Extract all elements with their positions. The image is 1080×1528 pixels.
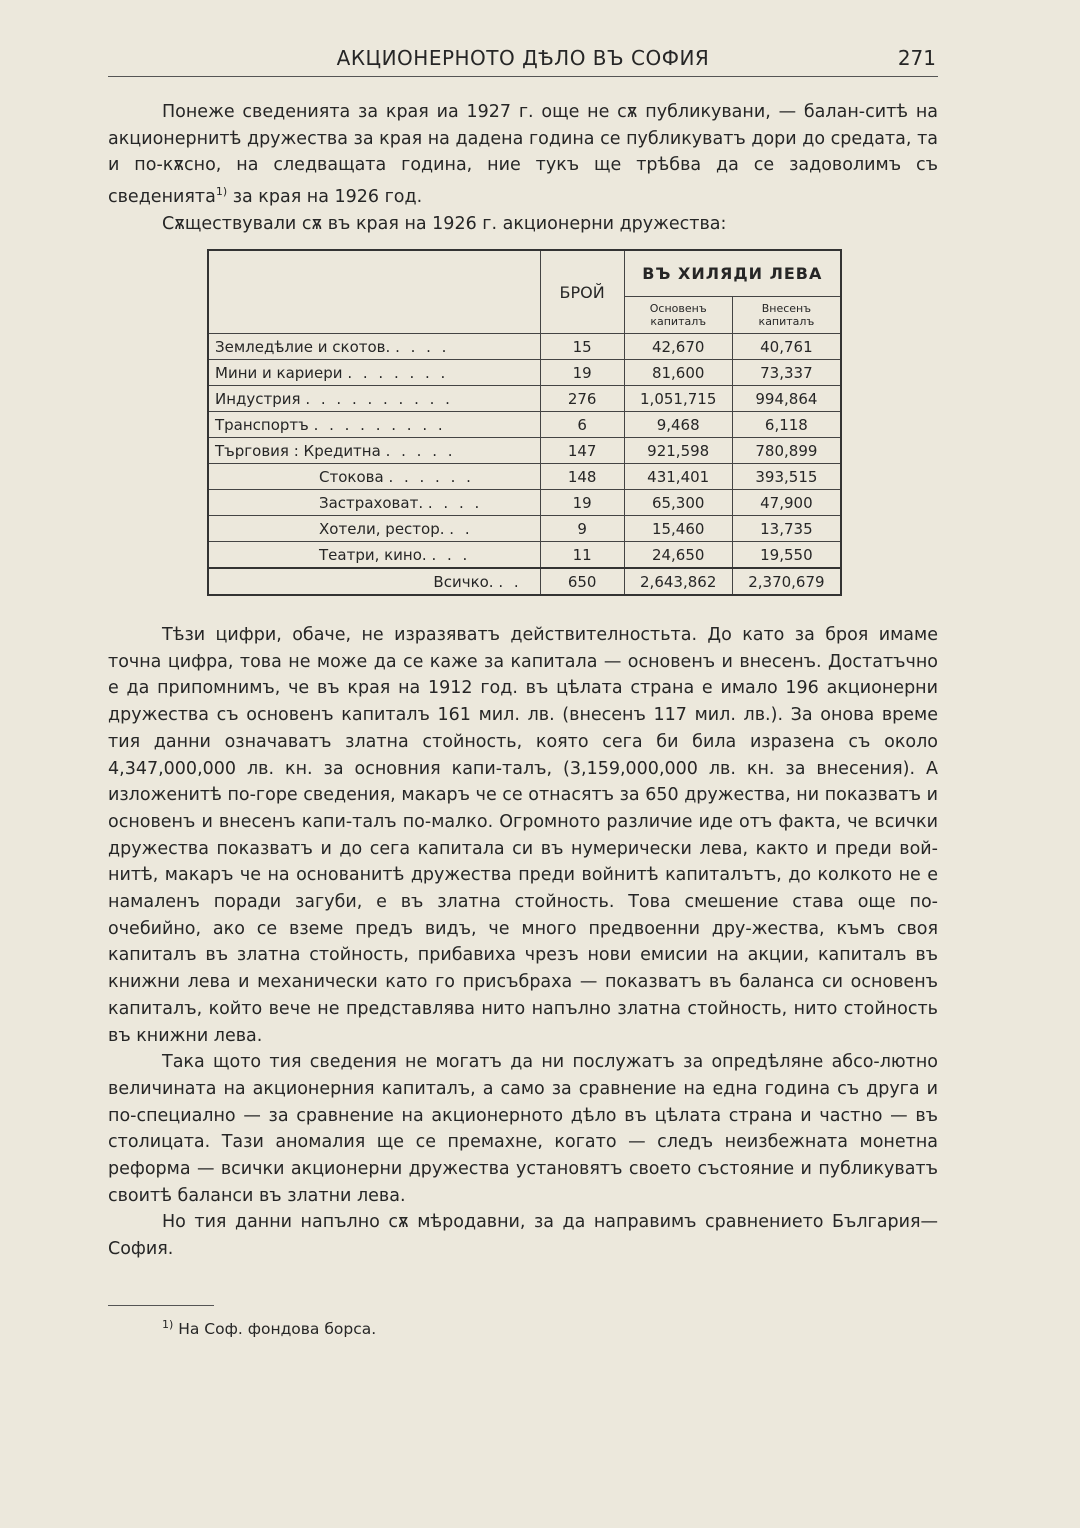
paragraph-comparison: Така щото тия сведения не могатъ да ни послужатъ за опредѣляне абсо-лютно величината на акционерния капиталъ, а само за сравнение на една година съ друга и по-специално — за сравнение на акционерното дѣло въ цѣлата страна и частно — въ столицата. Тази аномалия ще се премахне, когато — следъ неизбежната монетна реформа — всички акционерни дружества установятъ своето състояние и публикуватъ своитѣ баланси въ златни лева.	[108, 1052, 938, 1206]
total-basic: 2,643,862	[624, 568, 732, 595]
running-title: АКЦИОНЕРНОТО ДѢЛО ВЪ СОФИЯ	[336, 46, 710, 70]
header-group: ВЪ ХИЛЯДИ ЛЕВА	[624, 250, 841, 297]
row-label: Мини и кариери . . . . . . .	[208, 360, 540, 386]
total-label: Всичко. . .	[208, 568, 540, 595]
row-count: 15	[540, 334, 624, 360]
row-label: Стокова . . . . . .	[208, 464, 540, 490]
row-count: 147	[540, 438, 624, 464]
table-row	[208, 542, 841, 569]
row-paid: 40,761	[732, 334, 841, 360]
footnote-ref: 1)	[215, 185, 228, 199]
row-count: 148	[540, 464, 624, 490]
footnote	[162, 1318, 376, 1338]
companies-table	[207, 249, 842, 596]
table-row	[208, 334, 841, 360]
intro-text-end: за края на 1926 год.	[227, 186, 423, 207]
row-basic: 1,051,715	[624, 386, 732, 412]
paragraph-intro	[108, 99, 938, 211]
row-paid: 13,735	[732, 516, 841, 542]
table-row	[208, 516, 841, 542]
row-basic: 65,300	[624, 490, 732, 516]
row-basic: 81,600	[624, 360, 732, 386]
row-label: Театри, кино. . . .	[208, 542, 540, 569]
row-basic: 24,650	[624, 542, 732, 569]
row-label: Застраховат. . . . .	[208, 490, 540, 516]
row-label: Търговия : Кредитна . . . . .	[208, 438, 540, 464]
table-row	[208, 438, 841, 464]
footnote-text: На Соф. фондова борса.	[173, 1320, 377, 1339]
row-basic: 921,598	[624, 438, 732, 464]
paragraph-figures: Тѣзи цифри, обаче, не изразяватъ действителностьта. До като за броя имаме точна цифра, това не може да се каже за капитала — основенъ и внесенъ. Достатъчно е да припомнимъ, че въ края на 1912 год. въ цѣлата страна е имало 196 акционерни дружества съ основенъ капиталъ 161 мил. лв. (внесенъ 117 мил. лв.). За онова време тия данни означаватъ златна стойность, която сега би била изразена съ около 4,347,000,000 лв. кн. за основния капи-талъ, (3,159,000,000 лв. кн. за внесения). А изложенитѣ по-горе сведения, макаръ че се отнасятъ за 650 дружества, ни показватъ и основенъ и внесенъ капи-талъ по-малко. Огромното различие иде отъ факта, че всички дружества показватъ и до сега капитала си въ нумерически лева, както и преди вой-нитѣ, макаръ че на основанитѣ дружества преди войнитѣ капиталътъ, до колкото не е намаленъ поради загуби, е въ златна стойность. Това смешение става още по-очебийно, ако се вземе предъ видъ, че много предвоенни дру-жества, къмъ своя капиталъ въ златна стойность, прибавиха чрезъ нови емисии на акции, капиталъ въ книжни лева и механически като го присъбраха — показватъ въ баланса си основенъ капиталъ, който вече не представлява нито напълно златна стойность, нито стойность въ книжни лева.	[108, 625, 938, 1046]
table-row	[208, 360, 841, 386]
paragraph-conclusion: Но тия данни напълно сѫ мѣродавни, за да направимъ сравнението България—София.	[108, 1212, 938, 1260]
row-paid: 780,899	[732, 438, 841, 464]
table-row	[208, 490, 841, 516]
page-number: 271	[897, 46, 936, 70]
row-count: 19	[540, 490, 624, 516]
row-paid: 47,900	[732, 490, 841, 516]
row-label: Хотели, рестор. . .	[208, 516, 540, 542]
row-paid: 994,864	[732, 386, 841, 412]
intro-text-part: Понеже сведенията за края иа 1927 г. още не сѫ публикувани, — балан-ситѣ на акционернитѣ дружества за края на дадена година се публикуватъ дори до средата, та и по-кѫсно, на следващата година, ние тукъ ще трѣбва да се задоволимъ съ сведенията	[108, 102, 938, 207]
row-count: 11	[540, 542, 624, 569]
row-paid: 6,118	[732, 412, 841, 438]
row-paid: 393,515	[732, 464, 841, 490]
footnote-mark: 1)	[162, 1318, 174, 1331]
row-count: 19	[540, 360, 624, 386]
table-row	[208, 386, 841, 412]
page-header	[108, 44, 938, 77]
row-label: Транспортъ . . . . . . . . .	[208, 412, 540, 438]
table-corner-cell	[208, 250, 540, 334]
header-basic-capital: Основенъ капиталъ	[624, 297, 732, 334]
intro-text	[108, 99, 938, 237]
main-text	[108, 622, 938, 1263]
row-count: 9	[540, 516, 624, 542]
table-row	[208, 464, 841, 490]
paragraph-table-lead: Сѫществували сѫ въ края на 1926 г. акционерни дружества:	[162, 213, 727, 234]
row-basic: 431,401	[624, 464, 732, 490]
row-label: Индустрия . . . . . . . . . .	[208, 386, 540, 412]
row-label: Земледѣлие и скотов. . . . .	[208, 334, 540, 360]
table-total-row	[208, 568, 841, 595]
row-paid: 73,337	[732, 360, 841, 386]
row-count: 6	[540, 412, 624, 438]
row-basic: 9,468	[624, 412, 732, 438]
row-count: 276	[540, 386, 624, 412]
table-row	[208, 412, 841, 438]
total-paid: 2,370,679	[732, 568, 841, 595]
row-basic: 42,670	[624, 334, 732, 360]
row-basic: 15,460	[624, 516, 732, 542]
row-paid: 19,550	[732, 542, 841, 569]
footnote-divider	[108, 1305, 214, 1306]
total-count: 650	[540, 568, 624, 595]
header-paid-capital: Внесенъ капиталъ	[732, 297, 841, 334]
header-count: БРОЙ	[540, 250, 624, 334]
